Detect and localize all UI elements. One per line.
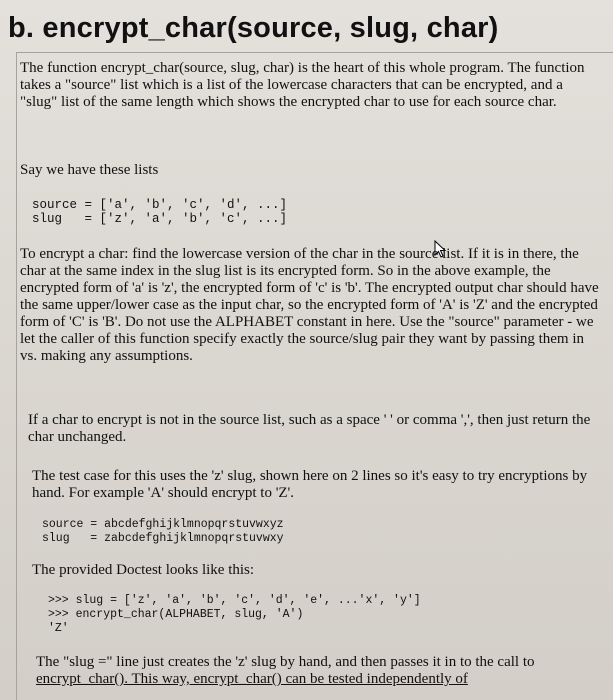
test-case-paragraph: The test case for this uses the 'z' slug, shown here on 2 lines so it's easy to try encryptions by hand. For example 'A' should encrypt to 'Z'. [32, 468, 588, 501]
section-heading: b. encrypt_char(source, slug, char) [8, 12, 499, 44]
doctest-code-block: >>> slug = ['z', 'a', 'b', 'c', 'd', 'e', ...'x', 'y'] >>> encrypt_char(ALPHABET, slug, 'A') 'Z' [48, 594, 421, 635]
encrypt-paragraph: To encrypt a char: find the lowercase version of the char in the source list. If it is in there, the char at the same index in the slug list is its encrypted form. So in the above example, the encrypted form of 'a' is 'z', the encrypted form of 'c' is 'b'. The encrypted output char should have the same upper/lower case as the input char, so the encrypted form of 'A' is 'Z' and the encrypted form of 'C' is 'B'. Do not use the ALPHABET constant in here. Use the "source" parameter - we let the caller of this function specify exactly the source/slug pair they want by passing them in vs. making any assumptions. [20, 246, 599, 364]
say-paragraph: Say we have these lists [20, 162, 159, 178]
intro-paragraph: The function encrypt_char(source, slug, char) is the heart of this whole program. The function takes a "source" list which is a list of the lowercase characters that can be encrypted, and a "slug" list of the same length which shows the encrypted char to use for each source char. [20, 60, 585, 110]
slug-line-text-cut: encrypt_char(). This way, encrypt_char() can be tested independently of [36, 671, 468, 687]
slug-line-text: The "slug =" line just creates the 'z' slug by hand, and then passes it in to the call to [36, 654, 535, 670]
lists-code-block: source = ['a', 'b', 'c', 'd', ...] slug = ['z', 'a', 'b', 'c', ...] [32, 198, 288, 226]
slug-line-paragraph [36, 654, 600, 688]
if-char-paragraph: If a char to encrypt is not in the source list, such as a space ' ' or comma ',', then just return the char unchanged. [28, 412, 591, 445]
doctest-intro: The provided Doctest looks like this: [32, 562, 255, 578]
divider [16, 52, 613, 53]
slugs-code-block: source = abcdefghijklmnopqrstuvwxyz slug = zabcdefghijklmnopqrstuvwxy [42, 518, 284, 545]
panel-border [16, 52, 17, 700]
